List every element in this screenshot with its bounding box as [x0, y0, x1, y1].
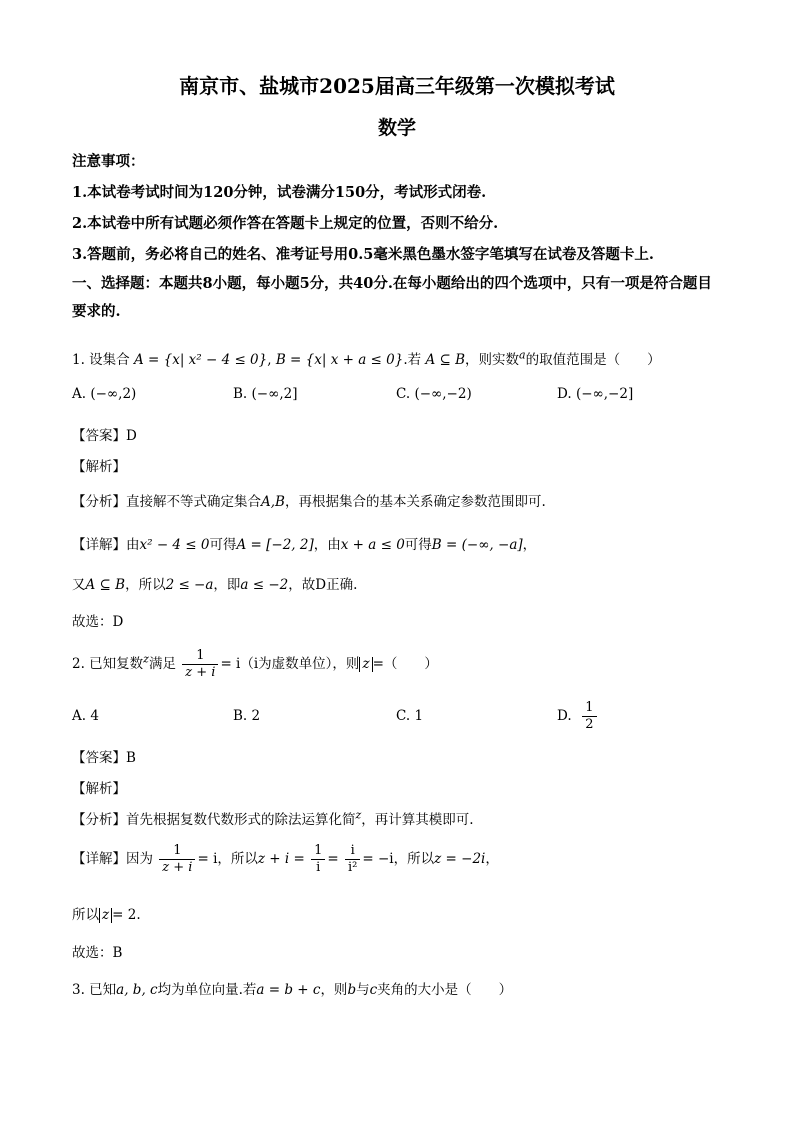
notice-heading: 注意事项： [72, 153, 145, 170]
q2-option-b: B. 2 [233, 708, 261, 724]
q2-analysis-tag: 【解析】 [72, 781, 126, 797]
q1-option-b: B. (−∞,2] [233, 386, 298, 402]
abs-z: z [359, 657, 372, 672]
q2-choice: 故选：B [72, 945, 123, 961]
section-heading: 一、选择题：本题共8小题，每小题5分，共40分.在每小题给出的四个选项中，只有一项是符合题目要求的. [72, 275, 712, 320]
q1-comma: , [267, 352, 272, 368]
q2-detail-line-2: 所以 z = 2. [72, 907, 141, 923]
q2-option-d: D. $\frac{1}{2}$ [557, 700, 599, 733]
q2-option-c: C. 1 [396, 708, 424, 724]
q1-option-c: C. (−∞,−2) [396, 386, 472, 402]
answer-tag: 【答案】 [72, 428, 126, 444]
q1-fenxi: 【分析】直接解不等式确定集合A,B，再根据集合的基本关系确定参数范围即可. [72, 494, 546, 510]
q1-suffix: 的取值范围是（ ） [525, 352, 661, 368]
q3-vectors: a, b, c [116, 982, 158, 998]
question-2: 2. 已知复数$^z$满足 $\frac{1}{z + i}$ = i（i为虚数单位），则 z =（ ） [72, 648, 438, 680]
q1-cond-pre: .若 [403, 352, 422, 368]
q1-prefix: 1. 设集合 [72, 352, 130, 368]
notice-item-2: 2.本试卷中所有试题必须作答在答题卡上规定的位置，否则不给分. [72, 215, 499, 232]
exam-title: 南京市、盐城市2025届高三年级第一次模拟考试 [179, 74, 615, 98]
q1-answer: 【答案】D [72, 428, 137, 444]
question-3: 3. 已知a, b, c均为单位向量.若a = b + c，则b与c夹角的大小是（ ） [72, 982, 513, 998]
q1-detail-line-1: 【详解】由x² − 4 ≤ 0可得A = [−2, 2]，由x + a ≤ 0可得B = (−∞, −a]， [72, 537, 537, 553]
q1-option-d: D. (−∞,−2] [557, 386, 634, 402]
q1-suffix-pre: ，则实数 [465, 352, 520, 368]
q2-detail-line-1: 【详解】因为 $\frac{1}{z + i}$ = i，所以z + i = $\frac{1}{i}$ = $\frac{i}{\text{i²}}$ = −i，所以z = −2i， [72, 843, 499, 875]
q1-set-b: B = {x| x + a ≤ 0} [275, 352, 404, 368]
question-1 [72, 348, 661, 368]
q2-answer: 【答案】B [72, 750, 136, 766]
q1-set-a: A = {x| x² − 4 ≤ 0} [133, 352, 268, 368]
subject-title: 数学 [377, 117, 416, 139]
notice-item-1: 1.本试卷考试时间为120分钟，试卷满分150分，考试形式闭卷. [72, 184, 487, 201]
q1-detail-line-2: 又A ⊆ B，所以2 ≤ −a，即a ≤ −2，故D正确. [72, 577, 358, 593]
q2-fenxi: 【分析】首先根据复数代数形式的除法运算化简$^z$，再计算其模即可. [72, 808, 474, 828]
q1-option-a: A. (−∞,2) [72, 386, 137, 402]
q1-choice: 故选：D [72, 614, 124, 630]
q1-var: a [519, 348, 526, 362]
q1-cond: A ⊆ B [425, 352, 466, 368]
q1-analysis-tag: 【解析】 [72, 459, 126, 475]
q2-option-a: A. 4 [72, 708, 99, 724]
notice-item-3: 3.答题前，务必将自己的姓名、准考证号用0.5毫米黑色墨水签字笔填写在试卷及答题卡上. [72, 246, 654, 263]
q2-fraction: $\frac{1}{z + i}$ [182, 648, 218, 681]
